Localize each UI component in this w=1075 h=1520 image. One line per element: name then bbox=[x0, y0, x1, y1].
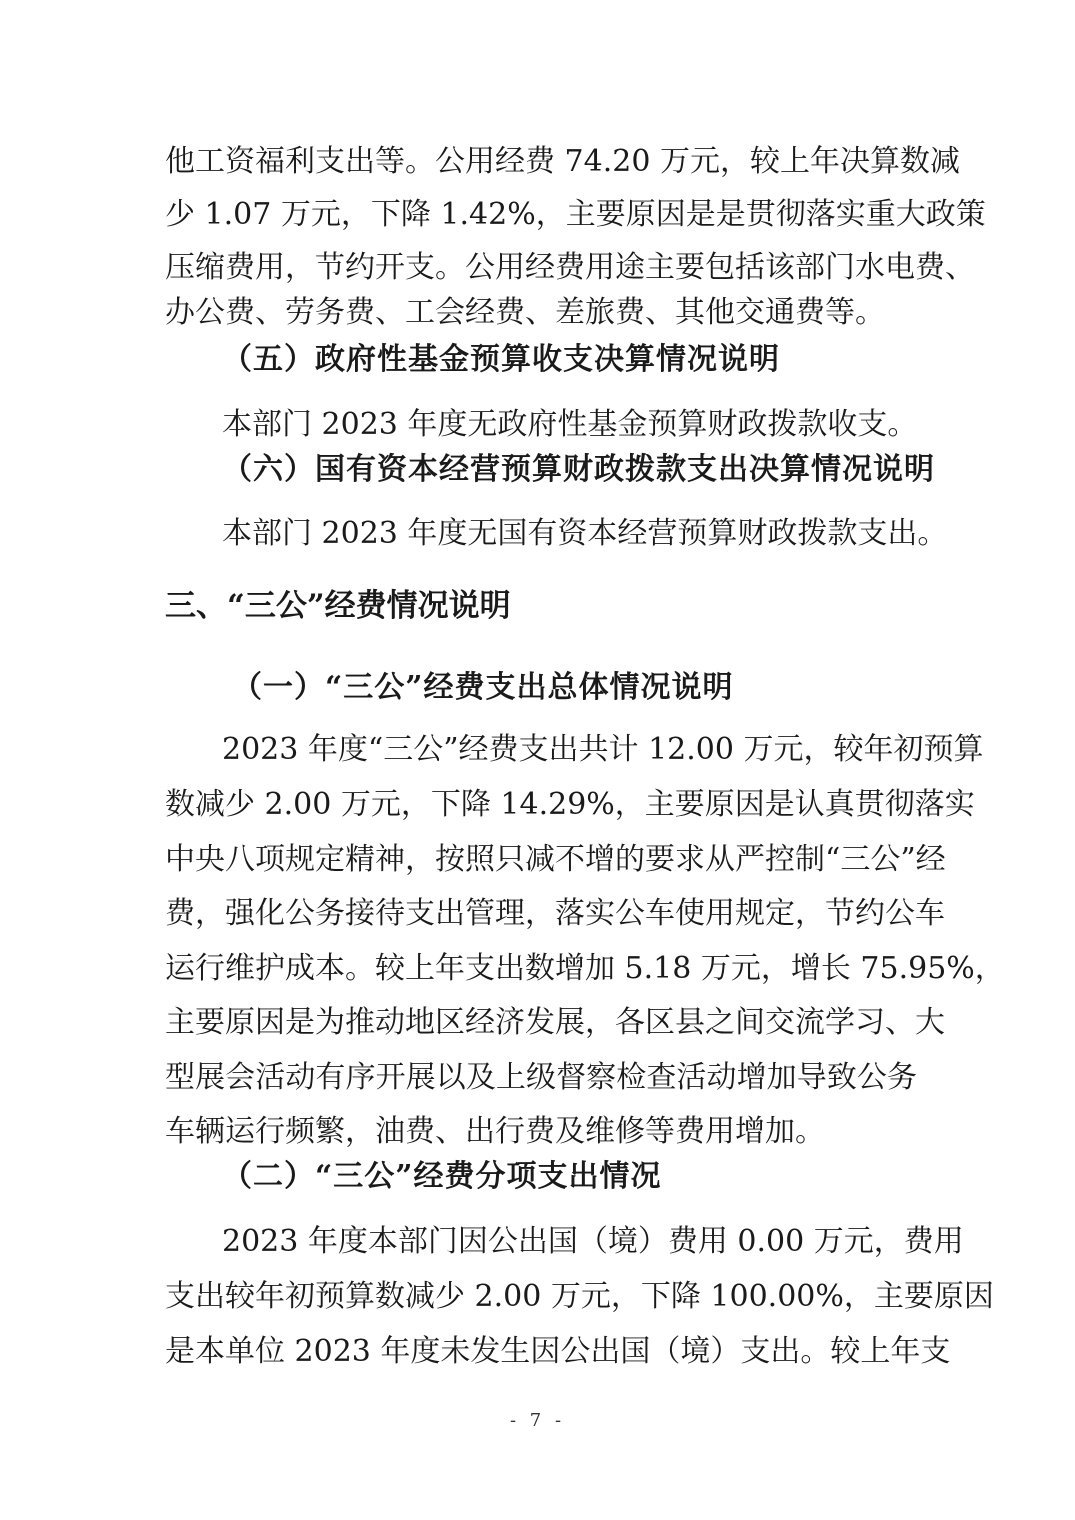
paragraph-line: 办公费、劳务费、工会经费、差旅费、其他交通费等。 bbox=[165, 295, 885, 330]
subheading-one: （一）“三公”经费支出总体情况说明 bbox=[232, 670, 734, 705]
subheading-six: （六）国有资本经营预算财政拨款支出决算情况说明 bbox=[222, 452, 935, 487]
page-number: - 7 - bbox=[509, 1410, 566, 1431]
paragraph-line: 本部门 2023 年度无国有资本经营预算财政拨款支出。 bbox=[222, 516, 948, 551]
subheading-two: （二）“三公”经费分项支出情况 bbox=[222, 1159, 662, 1194]
paragraph-line: 2023 年度本部门因公出国（境）费用 0.00 万元，费用 bbox=[222, 1224, 964, 1259]
paragraph-line: 支出较年初预算数减少 2.00 万元，下降 100.00%，主要原因 bbox=[165, 1279, 994, 1314]
paragraph-line: 本部门 2023 年度无政府性基金预算财政拨款收支。 bbox=[222, 407, 918, 442]
paragraph-line: 主要原因是为推动地区经济发展，各区县之间交流学习、大 bbox=[165, 1005, 945, 1040]
paragraph-line: 中央八项规定精神，按照只减不增的要求从严控制“三公”经 bbox=[165, 842, 946, 877]
paragraph-line: 数减少 2.00 万元，下降 14.29%，主要原因是认真贯彻落实 bbox=[165, 787, 975, 822]
paragraph-line: 是本单位 2023 年度未发生因公出国（境）支出。较上年支 bbox=[165, 1334, 951, 1369]
paragraph-line: 运行维护成本。较上年支出数增加 5.18 万元，增长 75.95%， bbox=[165, 951, 1005, 986]
paragraph-line: 他工资福利支出等。公用经费 74.20 万元，较上年决算数减 bbox=[165, 144, 960, 179]
paragraph-line: 少 1.07 万元，下降 1.42%，主要原因是是贯彻落实重大政策 bbox=[165, 197, 986, 232]
subheading-five: （五）政府性基金预算收支决算情况说明 bbox=[222, 342, 780, 377]
paragraph-line: 型展会活动有序开展以及上级督察检查活动增加导致公务 bbox=[165, 1060, 917, 1095]
paragraph-line: 车辆运行频繁，油费、出行费及维修等费用增加。 bbox=[165, 1114, 825, 1149]
paragraph-line: 2023 年度“三公”经费支出共计 12.00 万元，较年初预算 bbox=[222, 732, 984, 767]
paragraph-line: 压缩费用，节约开支。公用经费用途主要包括该部门水电费、 bbox=[165, 250, 975, 285]
paragraph-line: 费，强化公务接待支出管理，落实公车使用规定，节约公车 bbox=[165, 896, 945, 931]
section-heading: 三、“三公”经费情况说明 bbox=[165, 588, 511, 624]
